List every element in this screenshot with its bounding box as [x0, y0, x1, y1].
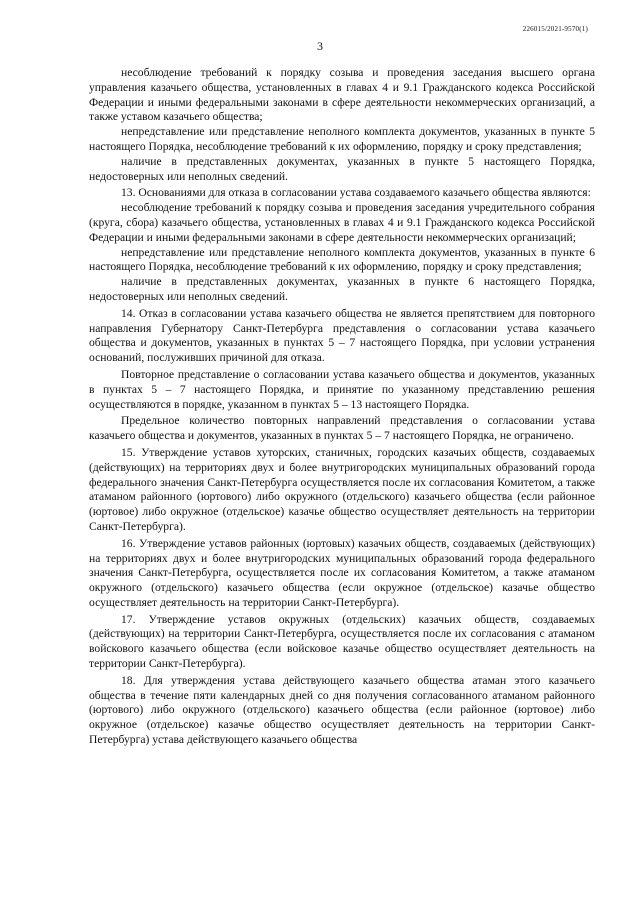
paragraph: Предельное количество повторных направлений представления о согласовании устава казачьего общества и документов, указанных в пунктах 5 – 7 настоящего Порядка, не ограничено.: [89, 414, 595, 443]
paragraph: непредставление или представление неполного комплекта документов, указанных в пункте 6 настоящего Порядка, несоблюдение требований к их оформлению, порядку и сроку представления;: [89, 245, 595, 274]
paragraph: Повторное представление о согласовании устава казачьего общества и документов, указанных в пунктах 5 – 7 настоящего Порядка, и принятие по указанному представлению решения осуществляются в порядке, указанном в пунктах 5 – 13 настоящего Порядка.: [89, 367, 595, 411]
paragraph: несоблюдение требований к порядку созыва и проведения заседания высшего органа управления казачьего общества, установленных в главах 4 и 9.1 Гражданского кодекса Российской Федерации и иными федеральными законами в сфере деятельности некоммерческих организаций, а также уставом казачьего общества;: [89, 66, 595, 124]
paragraph: 14. Отказ в согласовании устава казачьего общества не является препятствием для повторного направления Губернатору Санкт-Петербурга представления о согласовании устава казачьего общества и документов, указанных в пунктах 5 – 7 настоящего Порядка, при условии устранения оснований, послуживших причиной для отказа.: [89, 306, 595, 365]
paragraph: несоблюдение требований к порядку созыва и проведения заседания учредительного собрания (круга, сбора) казачьего общества, установленных в главах 4 и 9.1 Гражданского кодекса Российской Федерации и иными федеральными законами в сфере деятельности некоммерческих организаций;: [89, 201, 595, 244]
paragraph: непредставление или представление неполного комплекта документов, указанных в пункте 5 настоящего Порядка, несоблюдение требований к их оформлению, порядку и сроку представления;: [89, 125, 595, 153]
paragraph: 18. Для утверждения устава действующего казачьего общества атаман этого казачьего общества в течение пяти календарных дней со дня получения согласованного атаманом районного (юртового) либо окружного (отдельского) казачьего общества (если районное (юртовое) либо окружное (отдельское) казачье общество осуществляет деятельность на территории Санкт-Петербурга) устава действующего казачьего общества: [89, 673, 595, 747]
paragraph: наличие в представленных документах, указанных в пункте 6 настоящего Порядка, недостоверных или неполных сведений.: [89, 275, 595, 303]
document-number: 226015/2021-9570(1): [522, 25, 588, 33]
paragraph: наличие в представленных документах, указанных в пункте 5 настоящего Порядка, недостоверных или неполных сведений.: [89, 154, 595, 183]
paragraph: 17. Утверждение уставов окружных (отдельских) казачьих обществ, создаваемых (действующих) на территории Санкт-Петербурга, осуществляется после их согласования с атаманом войскового казачьего общества (если войсковое казачье общество осуществляет деятельность на территории Санкт-Петербурга).: [89, 612, 595, 671]
document-body: [89, 66, 595, 748]
paragraph: 15. Утверждение уставов хуторских, станичных, городских казачьих обществ, создаваемых (действующих) на территориях двух и более внутригородских муниципальных образований города федерального значения Санкт-Петербурга осуществляется после их согласования Комитетом, а также атаманом районного (юртового) либо окружного (отдельского) казачьего общества (если районное (юртовое) либо окружное (отдельское) казачье общество осуществляет деятельность на территории Санкт-Петербурга).: [89, 445, 595, 533]
page-number: 3: [317, 39, 323, 53]
paragraph: 16. Утверждение уставов районных (юртовых) казачьих обществ, создаваемых (действующих) на территориях двух и более внутригородских муниципальных образований города федерального значения Санкт-Петербурга, осуществляется после их согласования Комитетом, а также атаманом окружного (отдельского) казачьего общества (если окружное (отдельское) казачье общество осуществляет деятельность на территории Санкт-Петербурга).: [89, 536, 595, 609]
paragraph: 13. Основаниями для отказа в согласовании устава создаваемого казачьего общества являются:: [121, 186, 591, 200]
